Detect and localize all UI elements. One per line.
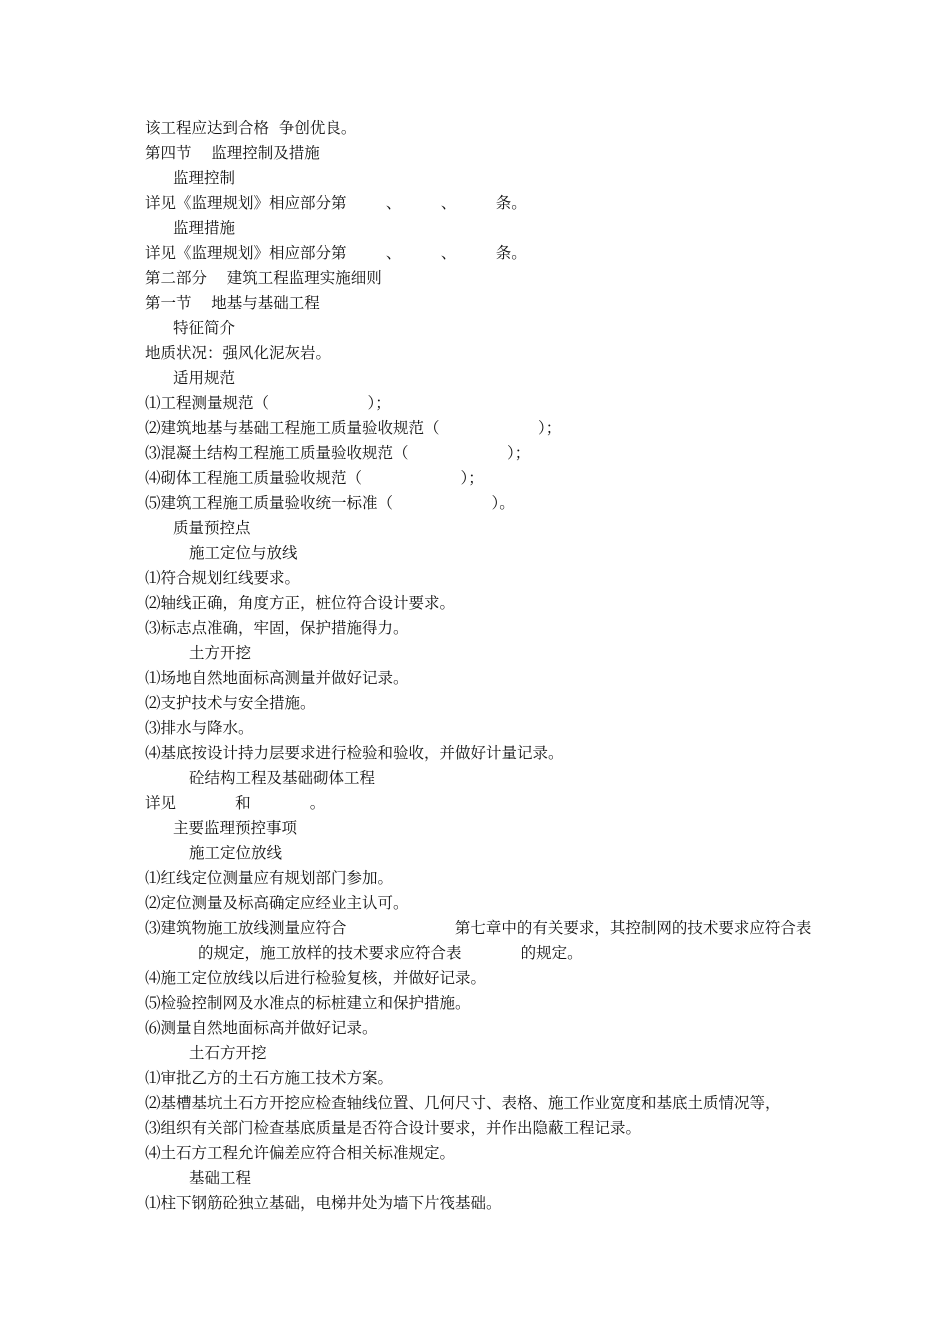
list-item-continuation: 的规定，施工放样的技术要求应符合表 的规定。 [198,944,583,962]
subheading: 监理控制 [173,169,236,187]
section-heading: 第四节 监理控制及措施 [145,144,320,162]
sub-subheading: 基础工程 [189,1169,252,1187]
list-item: ⑵定位测量及标高确定应经业主认可。 [145,894,409,912]
text-line: 详见《监理规划》相应部分第 、 、 条。 [145,194,527,212]
sub-subheading: 土方开挖 [189,644,252,662]
subheading: 主要监理预控事项 [173,819,298,837]
list-item: ⑵建筑地基与基础工程施工质量验收规范（ ）； [145,419,562,437]
list-item: ⑴红线定位测量应有规划部门参加。 [145,869,394,887]
list-item: ⑴工程测量规范（ ）； [145,394,391,412]
text-line: 详见 和 。 [145,794,326,812]
list-item: ⑸建筑工程施工质量验收统一标准（ ）。 [145,494,515,512]
text-line: 详见《监理规划》相应部分第 、 、 条。 [145,244,527,262]
sub-subheading: 砼结构工程及基础砌体工程 [189,769,376,787]
part-heading: 第二部分 建筑工程监理实施细则 [145,269,382,287]
list-item: ⑴符合规划红线要求。 [145,569,301,587]
list-item: ⑷基底按设计持力层要求进行检验和验收，并做好计量记录。 [145,744,564,762]
list-item: ⑵轴线正确，角度方正，桩位符合设计要求。 [145,594,456,612]
list-item: ⑶建筑物施工放线测量应符合 第七章中的有关要求，其控制网的技术要求应符合表 [145,919,812,937]
sub-subheading: 施工定位与放线 [189,544,298,562]
list-item: ⑹测量自然地面标高并做好记录。 [145,1019,378,1037]
subheading: 监理措施 [173,219,236,237]
list-item: ⑸检验控制网及水准点的标桩建立和保护措施。 [145,994,471,1012]
list-item: ⑶组织有关部门检查基底质量是否符合设计要求，并作出隐蔽工程记录。 [145,1119,642,1137]
list-item: ⑶标志点准确，牢固，保护措施得力。 [145,619,409,637]
list-item: ⑶排水与降水。 [145,719,254,737]
subheading: 质量预控点 [173,519,251,537]
text-line: 地质状况：强风化泥灰岩。 [145,344,332,362]
list-item: ⑶混凝土结构工程施工质量验收规范（ ）； [145,444,531,462]
list-item: ⑷土石方工程允许偏差应符合相关标准规定。 [145,1144,456,1162]
text-line: 该工程应达到合格 争创优良。 [145,119,357,137]
sub-subheading: 施工定位放线 [189,844,283,862]
list-item: ⑷施工定位放线以后进行检验复核，并做好记录。 [145,969,487,987]
list-item: ⑴审批乙方的土石方施工技术方案。 [145,1069,394,1087]
list-item: ⑵基槽基坑土石方开挖应检查轴线位置、几何尺寸、表格、施工作业宽度和基底土质情况等， [145,1094,781,1112]
sub-subheading: 土石方开挖 [189,1044,267,1062]
section-heading: 第一节 地基与基础工程 [145,294,320,312]
list-item: ⑴柱下钢筋砼独立基础，电梯井处为墙下片筏基础。 [145,1194,502,1212]
list-item: ⑵支护技术与安全措施。 [145,694,316,712]
subheading: 适用规范 [173,369,236,387]
list-item: ⑷砌体工程施工质量验收规范（ ）； [145,469,484,487]
subheading: 特征简介 [173,319,236,337]
list-item: ⑴场地自然地面标高测量并做好记录。 [145,669,409,687]
